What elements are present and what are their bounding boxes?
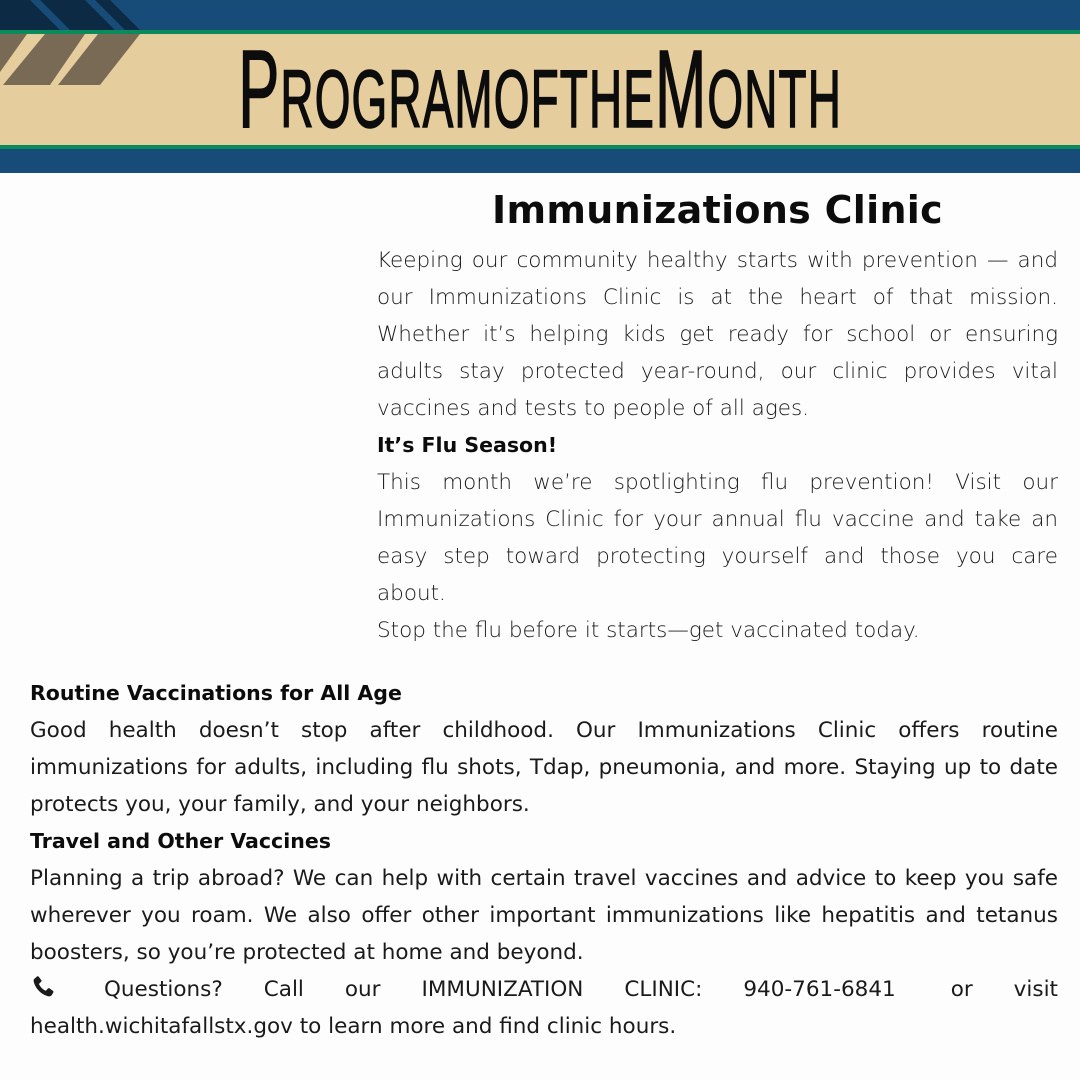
title-of: OF: [493, 54, 560, 145]
routine-vaccinations-heading: Routine Vaccinations for All Age: [30, 681, 402, 705]
clinic-phone-number[interactable]: 940-761-6841: [743, 977, 896, 1002]
banner-title: [0, 28, 1080, 151]
page-title: Immunizations Clinic: [492, 188, 943, 232]
contact-lead: Questions? Call our IMMUNIZATION CLINIC:: [104, 977, 703, 1002]
intro-column: [377, 242, 1058, 649]
travel-vaccines-heading: Travel and Other Vaccines: [30, 829, 331, 853]
contact-tail: to learn more and find clinic hours.: [299, 1014, 677, 1039]
travel-vaccines-paragraph: Planning a trip abroad? We can help with certain travel vaccines and advice to keep you safe wherever you roam. We also offer other important immunizations like hepatitis and tetanus boosters, so you’re protected at home and beyond.: [30, 866, 1058, 965]
contact-info: [30, 971, 1058, 1045]
banner-title-text: [238, 26, 842, 153]
program-banner: [0, 0, 1080, 173]
image-placeholder-area: [0, 173, 370, 653]
title-rogram: ROGRAM: [280, 54, 494, 145]
flu-season-paragraph: This month we’re spotlighting flu prevention! Visit our Immunizations Clinic for your annual flu vaccine and take an easy step toward protecting yourself and those you care about.: [377, 470, 1058, 606]
details-column: [30, 675, 1058, 1045]
routine-vaccinations-paragraph: Good health doesn’t stop after childhood. Our Immunizations Clinic offers routine immunizations for adults, including flu shots, Tdap, pneumonia, and more. Staying up to date protects you, your family, and your neighbors.: [30, 718, 1058, 817]
clinic-website-link[interactable]: health.wichitafallstx.gov: [30, 1014, 293, 1039]
flu-tagline: Stop the flu before it starts—get vaccinated today.: [377, 618, 920, 643]
phone-icon: [30, 974, 56, 1000]
title-onth: ONTH: [707, 54, 842, 145]
title-cap-p: P: [238, 28, 281, 151]
contact-connector: or visit: [950, 977, 1058, 1002]
intro-paragraph: Keeping our community healthy starts with prevention — and our Immunizations Clinic is at the heart of that mission. Whether it’s helping kids get ready for school or ensuring adults stay protected year-round, our clinic provides vital vaccines and tests to people of all ages.: [377, 248, 1058, 421]
title-cap-m: M: [654, 28, 708, 151]
flu-season-heading: It’s Flu Season!: [377, 433, 558, 457]
title-the: THE: [559, 54, 655, 145]
